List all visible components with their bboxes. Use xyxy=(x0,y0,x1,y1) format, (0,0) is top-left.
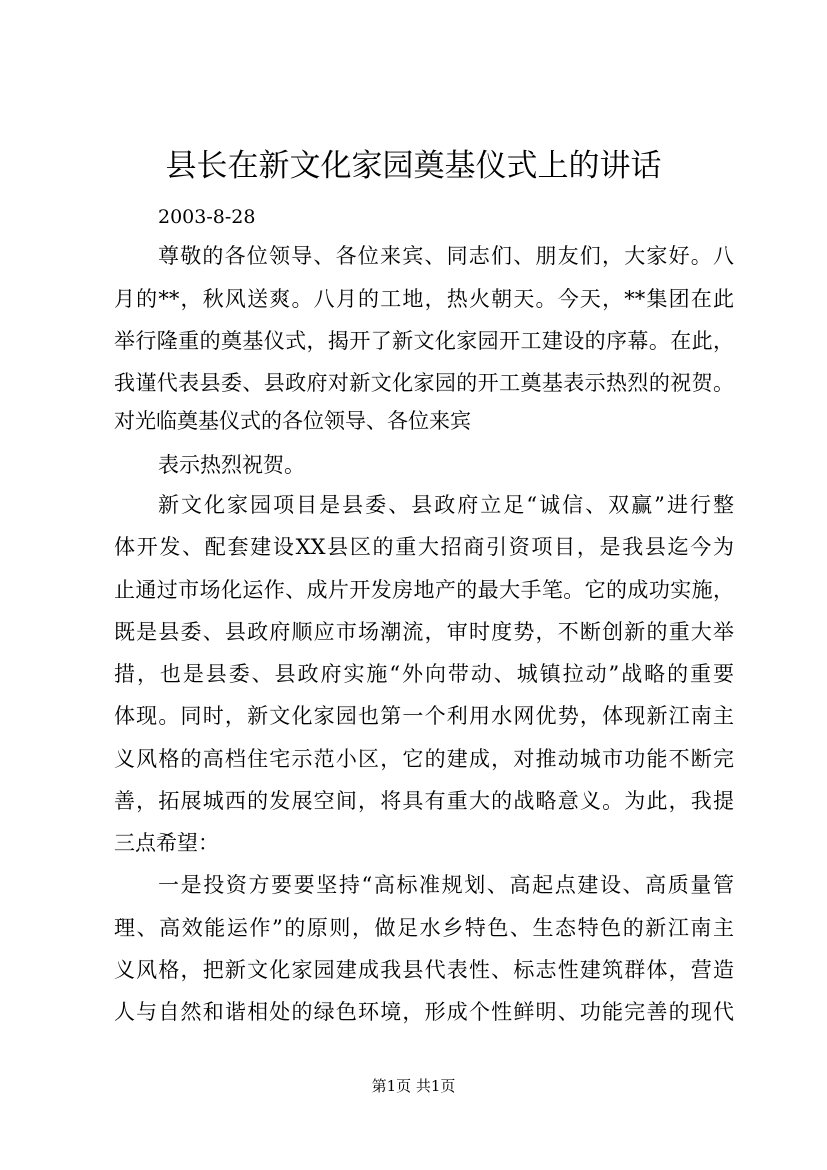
paragraph-line: 体开发、配套建设XX县区的重大招商引资项目，是我县迄今为 xyxy=(114,535,734,559)
paragraph-line: 善，拓展城西的发展空间，将具有重大的战略意义。为此，我提 xyxy=(114,789,734,813)
document-date: 2003-8-28 xyxy=(158,206,256,228)
paragraph-line: 举行隆重的奠基仪式，揭开了新文化家园开工建设的序幕。在此， xyxy=(114,329,734,353)
paragraph-line: 月的**，秋风送爽。八月的工地，热火朝天。今天，**集团在此 xyxy=(114,287,734,311)
paragraph-line: 措，也是县委、县政府实施“外向带动、城镇拉动”战略的重要 xyxy=(114,662,734,686)
paragraph-line: 一是投资方要要坚持“高标准规划、高起点建设、高质量管 xyxy=(158,873,734,897)
paragraph-line: 既是县委、县政府顺应市场潮流，审时度势，不断创新的重大举 xyxy=(114,620,734,644)
paragraph-line: 我谨代表县委、县政府对新文化家园的开工奠基表示热烈的祝贺。 xyxy=(114,371,734,395)
paragraph-line: 体现。同时，新文化家园也第一个利用水网优势，体现新江南主 xyxy=(114,704,734,728)
paragraph-line: 新文化家园项目是县委、县政府立足“诚信、双赢”进行整 xyxy=(158,493,734,517)
paragraph-line: 尊敬的各位领导、各位来宾、同志们、朋友们，大家好。八 xyxy=(158,244,734,268)
paragraph-line: 人与自然和谐相处的绿色环境，形成个性鲜明、功能完善的现代 xyxy=(114,1000,734,1024)
paragraph-line: 义风格，把新文化家园建成我县代表性、标志性建筑群体，营造 xyxy=(114,958,734,982)
page-number: 第1页 共1页 xyxy=(371,1077,456,1095)
paragraph-line: 对光临奠基仪式的各位领导、各位来宾 xyxy=(114,409,471,433)
document-title: 县长在新文化家园奠基仪式上的讲话 xyxy=(165,148,662,184)
paragraph-line: 三点希望： xyxy=(114,831,219,855)
paragraph-line: 理、高效能运作”的原则，做足水乡特色、生态特色的新江南主 xyxy=(114,916,734,940)
paragraph-line: 止通过市场化运作、成片开发房地产的最大手笔。它的成功实施， xyxy=(114,578,734,602)
paragraph-line: 义风格的高档住宅示范小区，它的建成，对推动城市功能不断完 xyxy=(114,747,734,771)
paragraph-line: 表示热烈祝贺。 xyxy=(158,453,305,477)
